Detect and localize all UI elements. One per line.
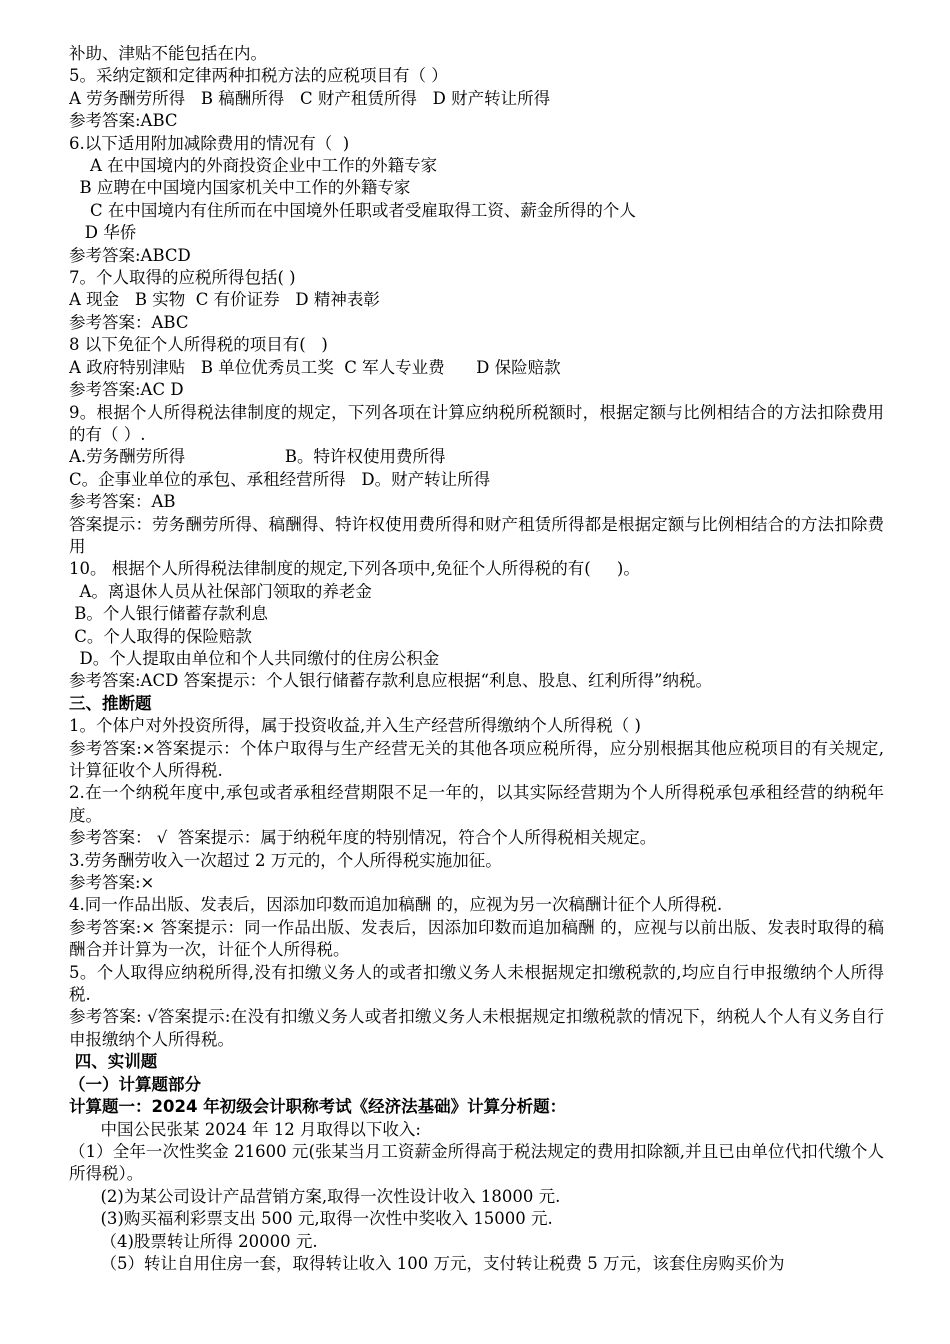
text-line: B 应聘在中国境内国家机关中工作的外籍专家 <box>69 178 411 198</box>
text-line: 5。采纳定额和定律两种扣税方法的应税项目有（ ） <box>69 66 448 86</box>
text-line: A 在中国境内的外商投资企业中工作的外籍专家 <box>69 156 438 176</box>
text-line: 计算题一：2024 年初级会计职称考试《经济法基础》计算分析题： <box>69 1097 567 1117</box>
text-line: C 在中国境内有住所而在中国境外任职或者受雇取得工资、薪金所得的个人 <box>69 200 636 220</box>
text-line: 参考答案:ABCD <box>69 245 191 265</box>
text-line: 10。 根据个人所得税法律制度的规定,下列各项中,免征个人所得税的有( )。 <box>69 559 640 579</box>
text-line: A 现金 B 实物 C 有价证券 D 精神表彰 <box>69 290 380 310</box>
text-line: 参考答案：ABC <box>69 312 189 332</box>
text-line: D 华侨 <box>69 223 137 243</box>
text-line: 三、推断题 <box>69 693 152 713</box>
text-line: C。个人取得的保险赔款 <box>69 626 252 646</box>
text-line: B。个人银行储蓄存款利息 <box>69 604 268 624</box>
text-line: 补助、津贴不能包括在内。 <box>69 44 267 63</box>
text-line: (3)购买福利彩票支出 500 元,取得一次性中奖收入 15000 元. <box>69 1209 553 1229</box>
text-line: 8 以下免征个人所得税的项目有( ) <box>69 335 328 355</box>
text-line: 参考答案:× 答案提示：同一作品出版、发表后，因添加印数而追加稿酬 的，应视与以前出版、发表时取得的稿酬合并计算为一次，计征个人所得税。 <box>69 917 884 960</box>
text-line: 6.以下适用附加减除费用的情况有（ ) <box>69 133 350 153</box>
text-line: 参考答案:AC D <box>69 380 184 400</box>
text-line: 5。个人取得应纳税所得,没有扣缴义务人的或者扣缴义务人未根据规定扣缴税款的,均应自行申报缴纳个人所得税. <box>69 962 884 1005</box>
text-line: 参考答案:×答案提示：个体户取得与生产经营无关的其他各项应税所得，应分别根据其他应税项目的有关规定,计算征收个人所得税. <box>69 738 884 780</box>
text-line: 参考答案： √ 答案提示：属于纳税年度的特别情况，符合个人所得税相关规定。 <box>69 828 657 848</box>
text-line: 1。个体户对外投资所得，属于投资收益,并入生产经营所得缴纳个人所得税（ ) <box>69 716 641 736</box>
text-line: 中国公民张某 2024 年 12 月取得以下收入: <box>69 1119 421 1139</box>
text-line: 3.劳务酬劳收入一次超过 2 万元的，个人所得税实施加征。 <box>69 850 502 870</box>
text-line: 参考答案：AB <box>69 492 176 512</box>
text-line: （4)股票转让所得 20000 元. <box>69 1231 318 1251</box>
text-line: 2.在一个纳税年度中,承包或者承租经营期限不足一年的，以其实际经营期为个人所得税承包承租经营的纳税年度。 <box>69 783 884 825</box>
text-line: 参考答案:ACD 答案提示：个人银行储蓄存款利息应根据“利息、股息、红利所得”纳税。 <box>69 671 712 691</box>
text-line: （一）计算题部分 <box>69 1074 201 1094</box>
text-line: 参考答案: √答案提示:在没有扣缴义务人或者扣缴义务人未根据规定扣缴税款的情况下，纳税人个人有义务自行申报缴纳个人所得税。 <box>69 1007 884 1049</box>
text-line: A.劳务酬劳所得 B。特许权使用费所得 <box>69 447 446 467</box>
text-line: （1）全年一次性奖金 21600 元(张某当月工资薪金所得高于税法规定的费用扣除额,并且已由单位代扣代缴个人所得税）。 <box>69 1141 884 1184</box>
text-line: (2)为某公司设计产品营销方案,取得一次性设计收入 18000 元. <box>69 1186 561 1206</box>
text-line: （5）转让自用住房一套，取得转让收入 100 万元，支付转让税费 5 万元，该套住房购买价为 <box>69 1253 785 1273</box>
text-line: 9。根据个人所得税法律制度的规定，下列各项在计算应纳税所税额时，根据定额与比例相结合的方法扣除费用的有（ ）. <box>69 402 884 444</box>
text-line: A 政府特别津贴 B 单位优秀员工奖 C 军人专业费 D 保险赔款 <box>69 357 561 377</box>
text-line: 参考答案:× <box>69 873 155 893</box>
text-line: 7。个人取得的应税所得包括( ) <box>69 268 296 288</box>
text-line: D。个人提取由单位和个人共同缴付的住房公积金 <box>69 648 440 668</box>
text-line: 4.同一作品出版、发表后，因添加印数而追加稿酬 的，应视为另一次稿酬计征个人所得税. <box>69 895 723 915</box>
text-line: 参考答案:ABC <box>69 111 178 131</box>
text-line: A 劳务酬劳所得 B 稿酬所得 C 财产租赁所得 D 财产转让所得 <box>69 88 551 108</box>
text-line: A。离退休人员从社保部门领取的养老金 <box>69 581 372 601</box>
text-line: 四、实训题 <box>69 1052 158 1072</box>
text-line: 答案提示：劳务酬劳所得、稿酬得、特许权使用费所得和财产租赁所得都是根据定额与比例相结合的方法扣除费用 <box>69 514 884 556</box>
text-line: C。企事业单位的承包、承租经营所得 D。财产转让所得 <box>69 469 491 489</box>
